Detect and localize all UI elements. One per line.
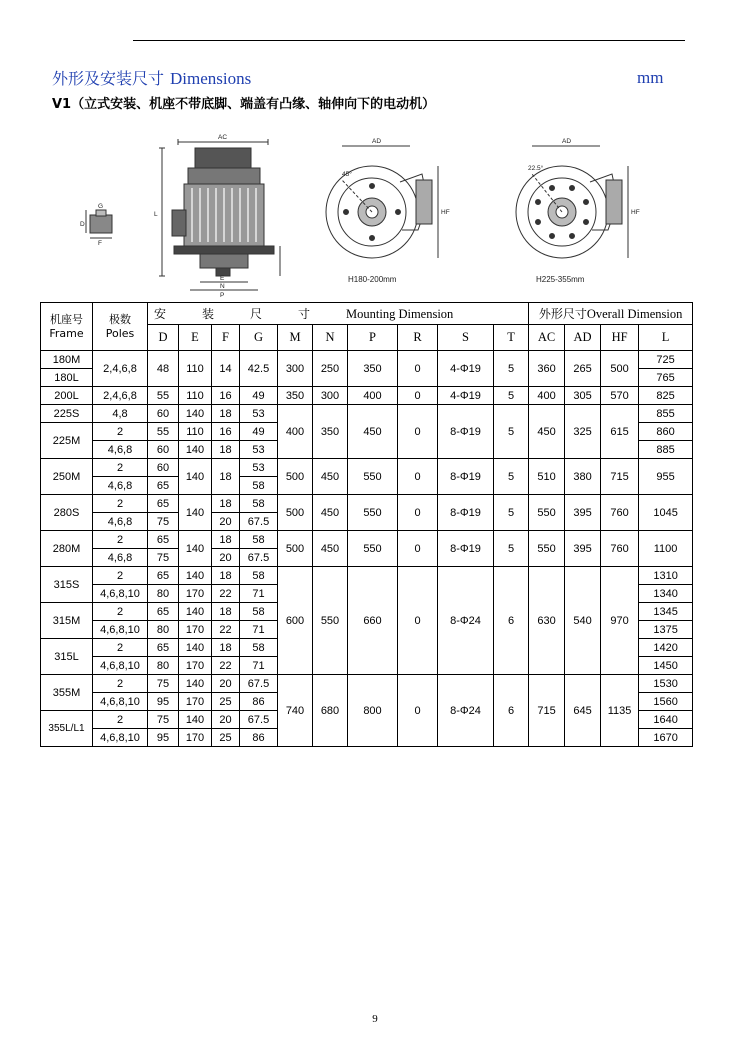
table-row [41, 495, 693, 513]
col-ac: AC [529, 325, 565, 351]
col-p: P [348, 325, 398, 351]
col-f: F [212, 325, 240, 351]
cell-l: 860 [639, 423, 693, 441]
header-poles: 极数 Poles [93, 303, 148, 351]
cell-f: 18 [212, 405, 240, 423]
cell-ad: 325 [565, 405, 601, 459]
cell-g: 67.5 [240, 549, 278, 567]
cell-s: 8-Φ19 [438, 405, 494, 459]
cell-poles: 4,6,8,10 [93, 657, 148, 675]
cell-n: 300 [313, 387, 348, 405]
cell-r: 0 [398, 405, 438, 459]
col-e: E [179, 325, 212, 351]
cell-d: 65 [148, 531, 179, 549]
cell-frame: 225S [41, 405, 93, 423]
cell-s: 8-Φ24 [438, 567, 494, 675]
drawing-label-angle-right: 22.5° [528, 165, 544, 172]
cell-p: 550 [348, 531, 398, 567]
cell-d: 65 [148, 639, 179, 657]
cell-l: 1045 [639, 495, 693, 531]
cell-l: 1375 [639, 621, 693, 639]
cell-l: 855 [639, 405, 693, 423]
cell-f: 22 [212, 585, 240, 603]
cell-f: 18 [212, 603, 240, 621]
cell-n: 450 [313, 459, 348, 495]
table-header-row-1 [41, 303, 693, 325]
table-row [41, 405, 693, 423]
header-frame: 机座号 Frame [41, 303, 93, 351]
cell-ac: 715 [529, 675, 565, 747]
cell-frame: 280M [41, 531, 93, 567]
table-row [41, 675, 693, 693]
cell-l: 1420 [639, 639, 693, 657]
cell-l: 765 [639, 369, 693, 387]
drawing-label-hf-right: HF [631, 209, 640, 216]
cell-e: 170 [179, 657, 212, 675]
col-n: N [313, 325, 348, 351]
cell-p: 800 [348, 675, 398, 747]
cell-d: 95 [148, 693, 179, 711]
cell-d: 60 [148, 459, 179, 477]
cell-p: 450 [348, 405, 398, 459]
cell-ad: 380 [565, 459, 601, 495]
cell-e: 140 [179, 603, 212, 621]
cell-d: 60 [148, 405, 179, 423]
cell-e: 140 [179, 441, 212, 459]
cell-f: 18 [212, 639, 240, 657]
cell-poles: 2,4,6,8 [93, 351, 148, 387]
cell-frame: 225M [41, 423, 93, 459]
cell-d: 75 [148, 513, 179, 531]
cell-f: 16 [212, 423, 240, 441]
page-number: 9 [372, 1013, 378, 1025]
cell-ac: 550 [529, 531, 565, 567]
cell-l: 825 [639, 387, 693, 405]
motor-front-view-h225-355 [516, 146, 628, 258]
cell-e: 170 [179, 621, 212, 639]
header-overall-dimension: 外形尺寸Overall Dimension [529, 303, 693, 325]
cell-l: 1345 [639, 603, 693, 621]
table-row [41, 387, 693, 405]
cell-g: 71 [240, 585, 278, 603]
cell-n: 680 [313, 675, 348, 747]
cell-l: 1340 [639, 585, 693, 603]
cell-ac: 360 [529, 351, 565, 387]
cell-m: 300 [278, 351, 313, 387]
cell-e: 140 [179, 675, 212, 693]
dimension-drawing [80, 130, 660, 300]
cell-g: 58 [240, 639, 278, 657]
cell-n: 450 [313, 531, 348, 567]
cell-frame: 315L [41, 639, 93, 675]
col-s: S [438, 325, 494, 351]
cell-frame: 180L [41, 369, 93, 387]
cell-poles: 2 [93, 423, 148, 441]
cell-poles: 4,8 [93, 405, 148, 423]
cell-e: 140 [179, 567, 212, 585]
drawing-caption-right: H225-355mm [536, 275, 585, 284]
cell-t: 5 [494, 387, 529, 405]
cell-g: 49 [240, 423, 278, 441]
cell-f: 20 [212, 711, 240, 729]
cell-n: 250 [313, 351, 348, 387]
cell-ac: 550 [529, 495, 565, 531]
cell-e: 110 [179, 387, 212, 405]
cell-poles: 2 [93, 639, 148, 657]
cell-hf: 760 [601, 531, 639, 567]
drawing-label-angle-mid: 45° [342, 171, 352, 178]
cell-ad: 395 [565, 495, 601, 531]
cell-l: 1450 [639, 657, 693, 675]
cell-g: 58 [240, 531, 278, 549]
motor-side-view [159, 139, 280, 290]
dimensions-table [40, 302, 693, 747]
cell-frame: 355M [41, 675, 93, 711]
cell-ac: 450 [529, 405, 565, 459]
header-rule [133, 40, 685, 41]
cell-frame: 250M [41, 459, 93, 495]
cell-d: 75 [148, 675, 179, 693]
cell-s: 8-Φ19 [438, 495, 494, 531]
cell-l: 1670 [639, 729, 693, 747]
cell-g: 67.5 [240, 711, 278, 729]
drawing-label-f: F [98, 240, 102, 247]
cell-f: 18 [212, 495, 240, 513]
cell-poles: 2 [93, 531, 148, 549]
cell-ad: 645 [565, 675, 601, 747]
cell-e: 170 [179, 585, 212, 603]
cell-ad: 265 [565, 351, 601, 387]
cell-poles: 2 [93, 459, 148, 477]
cell-m: 500 [278, 495, 313, 531]
cell-frame: 315M [41, 603, 93, 639]
cell-g: 67.5 [240, 513, 278, 531]
cell-e: 110 [179, 351, 212, 387]
cell-l: 885 [639, 441, 693, 459]
col-m: M [278, 325, 313, 351]
cell-s: 4-Φ19 [438, 351, 494, 387]
cell-frame: 280S [41, 495, 93, 531]
cell-poles: 4,6,8,10 [93, 621, 148, 639]
cell-t: 5 [494, 405, 529, 459]
cell-f: 22 [212, 657, 240, 675]
cell-m: 500 [278, 459, 313, 495]
cell-frame: 355L/L1 [41, 711, 93, 747]
cell-d: 65 [148, 477, 179, 495]
cell-poles: 4,6,8,10 [93, 729, 148, 747]
cell-d: 80 [148, 657, 179, 675]
unit-label: mm [637, 68, 664, 87]
cell-m: 600 [278, 567, 313, 675]
cell-frame: 200L [41, 387, 93, 405]
cell-r: 0 [398, 567, 438, 675]
drawing-label-p: P [220, 292, 225, 299]
cell-hf: 615 [601, 405, 639, 459]
col-d: D [148, 325, 179, 351]
cell-r: 0 [398, 495, 438, 531]
cell-f: 18 [212, 531, 240, 549]
cell-d: 80 [148, 621, 179, 639]
cell-l: 1560 [639, 693, 693, 711]
drawing-label-n: N [220, 283, 225, 290]
header-mounting-dimension: 安装尺寸Mounting Dimension [148, 303, 529, 325]
cell-l: 1530 [639, 675, 693, 693]
cell-t: 5 [494, 495, 529, 531]
drawing-label-ad-right: AD [562, 138, 572, 145]
cell-hf: 970 [601, 567, 639, 675]
cell-hf: 760 [601, 495, 639, 531]
cell-m: 500 [278, 531, 313, 567]
cell-e: 140 [179, 531, 212, 567]
cell-g: 49 [240, 387, 278, 405]
cell-g: 58 [240, 567, 278, 585]
cell-g: 53 [240, 405, 278, 423]
cell-e: 110 [179, 423, 212, 441]
cell-ad: 540 [565, 567, 601, 675]
cell-t: 5 [494, 459, 529, 495]
cell-g: 53 [240, 441, 278, 459]
cell-p: 660 [348, 567, 398, 675]
cell-s: 8-Φ19 [438, 531, 494, 567]
cell-n: 550 [313, 567, 348, 675]
table-row [41, 567, 693, 585]
cell-l: 1640 [639, 711, 693, 729]
drawing-label-e: E [220, 275, 225, 282]
cell-e: 170 [179, 693, 212, 711]
drawing-label-g: G [98, 203, 104, 210]
cell-d: 80 [148, 585, 179, 603]
cell-g: 71 [240, 657, 278, 675]
cell-poles: 2,4,6,8 [93, 387, 148, 405]
cell-poles: 2 [93, 603, 148, 621]
cell-d: 60 [148, 441, 179, 459]
cell-m: 350 [278, 387, 313, 405]
cell-f: 18 [212, 459, 240, 495]
cell-ad: 305 [565, 387, 601, 405]
col-r: R [398, 325, 438, 351]
cell-ac: 630 [529, 567, 565, 675]
cell-l: 1100 [639, 531, 693, 567]
cell-r: 0 [398, 675, 438, 747]
drawing-label-ac: AC [218, 134, 228, 141]
cell-g: 58 [240, 477, 278, 495]
cell-d: 65 [148, 603, 179, 621]
cell-frame: 315S [41, 567, 93, 603]
cell-d: 95 [148, 729, 179, 747]
cell-e: 140 [179, 459, 212, 495]
cell-d: 55 [148, 423, 179, 441]
title-en: Dimensions [170, 69, 252, 88]
cell-poles: 4,6,8,10 [93, 693, 148, 711]
col-l: L [639, 325, 693, 351]
cell-l: 955 [639, 459, 693, 495]
cell-g: 86 [240, 693, 278, 711]
cell-g: 71 [240, 621, 278, 639]
cell-s: 8-Φ19 [438, 459, 494, 495]
cell-frame: 180M [41, 351, 93, 369]
cell-hf: 1135 [601, 675, 639, 747]
cell-g: 53 [240, 459, 278, 477]
cell-p: 550 [348, 495, 398, 531]
cell-g: 42.5 [240, 351, 278, 387]
cell-poles: 4,6,8 [93, 549, 148, 567]
cell-poles: 4,6,8,10 [93, 585, 148, 603]
cell-d: 55 [148, 387, 179, 405]
table-row [41, 531, 693, 549]
cell-t: 5 [494, 531, 529, 567]
cell-poles: 4,6,8 [93, 477, 148, 495]
cell-f: 20 [212, 549, 240, 567]
cell-t: 5 [494, 351, 529, 387]
cell-m: 740 [278, 675, 313, 747]
cell-hf: 715 [601, 459, 639, 495]
cell-e: 140 [179, 495, 212, 531]
drawing-caption-mid: H180-200mm [348, 275, 397, 284]
cell-g: 86 [240, 729, 278, 747]
col-t: T [494, 325, 529, 351]
shaft-key-detail [86, 210, 112, 238]
cell-g: 58 [240, 495, 278, 513]
cell-f: 16 [212, 387, 240, 405]
cell-r: 0 [398, 531, 438, 567]
cell-ac: 400 [529, 387, 565, 405]
mounting-type-subtitle: V1（立式安装、机座不带底脚、端盖有凸缘、轴伸向下的电动机） [52, 97, 436, 112]
drawing-label-l: L [154, 211, 158, 218]
cell-e: 140 [179, 711, 212, 729]
cell-f: 14 [212, 351, 240, 387]
table-row [41, 459, 693, 477]
cell-s: 8-Φ24 [438, 675, 494, 747]
cell-p: 400 [348, 387, 398, 405]
cell-p: 350 [348, 351, 398, 387]
cell-f: 25 [212, 693, 240, 711]
drawing-label-d: D [80, 221, 85, 228]
cell-d: 65 [148, 495, 179, 513]
cell-f: 18 [212, 441, 240, 459]
cell-t: 6 [494, 675, 529, 747]
cell-d: 75 [148, 549, 179, 567]
cell-poles: 2 [93, 567, 148, 585]
cell-poles: 2 [93, 675, 148, 693]
cell-poles: 2 [93, 495, 148, 513]
cell-s: 4-Φ19 [438, 387, 494, 405]
section-title [52, 66, 251, 89]
cell-ad: 395 [565, 531, 601, 567]
cell-d: 48 [148, 351, 179, 387]
cell-hf: 570 [601, 387, 639, 405]
col-g: G [240, 325, 278, 351]
cell-g: 67.5 [240, 675, 278, 693]
col-hf: HF [601, 325, 639, 351]
cell-f: 20 [212, 675, 240, 693]
cell-g: 58 [240, 603, 278, 621]
col-ad: AD [565, 325, 601, 351]
cell-r: 0 [398, 387, 438, 405]
cell-e: 140 [179, 405, 212, 423]
cell-p: 550 [348, 459, 398, 495]
cell-f: 22 [212, 621, 240, 639]
cell-r: 0 [398, 351, 438, 387]
drawing-label-ad-mid: AD [372, 138, 382, 145]
drawing-label-hf-mid: HF [441, 209, 450, 216]
cell-f: 20 [212, 513, 240, 531]
cell-hf: 500 [601, 351, 639, 387]
cell-n: 350 [313, 405, 348, 459]
cell-r: 0 [398, 459, 438, 495]
cell-n: 450 [313, 495, 348, 531]
cell-l: 1310 [639, 567, 693, 585]
cell-e: 140 [179, 639, 212, 657]
cell-poles: 4,6,8 [93, 513, 148, 531]
cell-l: 725 [639, 351, 693, 369]
cell-poles: 4,6,8 [93, 441, 148, 459]
cell-e: 170 [179, 729, 212, 747]
cell-f: 25 [212, 729, 240, 747]
cell-f: 18 [212, 567, 240, 585]
cell-m: 400 [278, 405, 313, 459]
cell-t: 6 [494, 567, 529, 675]
title-cn: 外形及安装尺寸 [52, 69, 165, 88]
cell-poles: 2 [93, 711, 148, 729]
motor-front-view-h180-200 [326, 146, 438, 258]
cell-d: 75 [148, 711, 179, 729]
table-row [41, 351, 693, 369]
cell-d: 65 [148, 567, 179, 585]
cell-ac: 510 [529, 459, 565, 495]
